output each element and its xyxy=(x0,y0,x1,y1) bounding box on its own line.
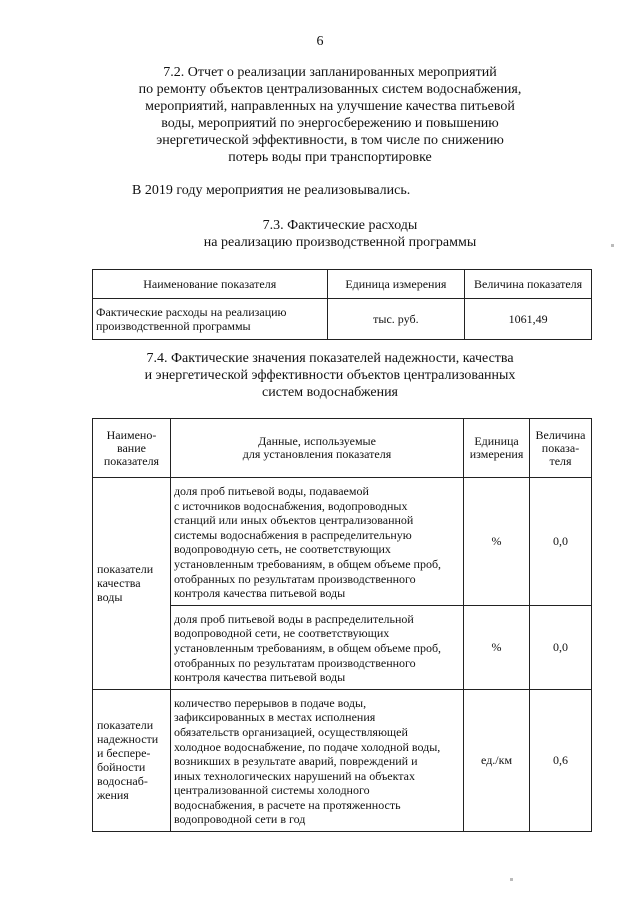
data-line: контроля качества питьевой воды xyxy=(173,586,346,601)
table-header-row xyxy=(93,419,592,478)
scan-speck xyxy=(510,878,513,881)
header-cell-value xyxy=(530,419,592,478)
header-line: Данные, используемые xyxy=(258,434,376,448)
table-row xyxy=(93,299,592,340)
group-line: бойности xyxy=(97,760,146,775)
header-line: показа- xyxy=(541,440,580,455)
data-cell xyxy=(170,478,463,606)
data-line: обязательств организацией, осуществляющей xyxy=(173,724,408,739)
data-line: установленным требованиям, в общем объеме проб, xyxy=(173,640,442,655)
group-line: жения xyxy=(97,788,129,803)
value-cell: 0,0 xyxy=(530,605,592,689)
data-line: доля проб питьевой воды в распределительной xyxy=(173,611,414,626)
data-line: централизованной системы холодного xyxy=(173,783,370,798)
table-header-row xyxy=(93,270,592,299)
header-line: вание xyxy=(116,440,146,455)
group-line: воды xyxy=(97,590,123,605)
data-line: количество перерывов в подаче воды, xyxy=(173,695,367,710)
value-cell: 0,0 xyxy=(530,478,592,606)
data-cell xyxy=(170,605,463,689)
title-line: на реализацию производственной программы xyxy=(203,235,477,250)
value-cell: 1061,49 xyxy=(465,299,592,340)
title-line: и энергетической эффективности объектов централизованных xyxy=(144,368,516,383)
value-cell: 0,6 xyxy=(530,689,592,831)
indicators-table xyxy=(92,418,592,832)
title-line: по ремонту объектов централизованных систем водоснабжения, xyxy=(138,82,522,97)
section-7-2-text: В 2019 году мероприятия не реализовывались. xyxy=(132,183,411,198)
section-7-4-title xyxy=(110,350,550,401)
header-line: для установления показателя xyxy=(242,447,392,461)
header-line: Единица xyxy=(474,434,519,448)
group-line: надежности xyxy=(97,732,159,747)
data-line: доля проб питьевой воды, подаваемой xyxy=(173,484,369,498)
header-line: Величина xyxy=(535,427,586,442)
title-line: энергетической эффективности, в том числе по снижению xyxy=(156,133,504,148)
data-line: водопроводную сеть, не соответствующих xyxy=(173,542,391,557)
data-line: водопроводной сети, не соответствующих xyxy=(173,626,390,641)
cell-line: производственной программы xyxy=(96,319,251,333)
group-line: и беспере- xyxy=(97,746,151,761)
data-line: водопроводной сети в год xyxy=(173,812,306,827)
data-line: системы водоснабжения в распределительную xyxy=(173,527,412,542)
data-cell xyxy=(170,689,463,831)
unit-cell: % xyxy=(464,605,530,689)
title-line: 7.2. Отчет о реализации запланированных мероприятий xyxy=(163,65,497,80)
header-line: измерения xyxy=(469,447,524,461)
group-line: показатели xyxy=(97,562,154,577)
unit-cell: ед./км xyxy=(464,689,530,831)
table-row xyxy=(93,689,592,831)
section-7-3-title xyxy=(140,217,540,251)
section-7-2-title xyxy=(110,64,550,166)
table-row xyxy=(93,478,592,606)
group-line: показатели xyxy=(97,718,154,733)
group-line: водоснаб- xyxy=(97,774,148,789)
data-line: зафиксированных в местах исполнения xyxy=(173,710,376,725)
title-line: 7.4. Фактические значения показателей надежности, качества xyxy=(146,351,514,366)
data-line: отобранных по результатам производственного xyxy=(173,571,416,586)
indicator-name-cell xyxy=(93,299,328,340)
title-line: мероприятий, направленных на улучшение качества питьевой xyxy=(145,99,515,114)
data-line: с источников водоснабжения, водопроводных xyxy=(173,498,408,513)
data-line: контроля качества питьевой воды xyxy=(173,670,346,685)
header-line: показателя xyxy=(103,453,160,468)
header-cell: Величина показателя xyxy=(465,270,592,299)
data-line: иных технологических нарушений на объектах xyxy=(173,768,415,783)
header-line: Наимено- xyxy=(106,427,157,442)
cell-line: Фактические расходы на реализацию xyxy=(96,305,287,319)
header-cell-name xyxy=(93,419,171,478)
title-line: систем водоснабжения xyxy=(261,385,398,400)
unit-cell: тыс. руб. xyxy=(327,299,465,340)
group-line: качества xyxy=(97,576,141,591)
data-line: холодное водоснабжение, по подаче холодной воды, xyxy=(173,739,441,754)
header-cell-unit xyxy=(464,419,530,478)
header-cell: Наименование показателя xyxy=(93,270,328,299)
data-line: водоснабжения, в расчете на протяженность xyxy=(173,797,401,812)
group-cell-reliability xyxy=(93,689,171,831)
data-line: возникших в результате аварий, повреждений и xyxy=(173,754,418,769)
page-number: 6 xyxy=(316,34,324,49)
title-line: воды, мероприятий по энергосбережению и повышению xyxy=(161,116,499,131)
title-line: 7.3. Фактические расходы xyxy=(262,218,418,233)
group-cell-water-quality xyxy=(93,478,171,690)
scan-speck xyxy=(611,244,614,247)
header-cell: Единица измерения xyxy=(327,270,465,299)
data-line: установленным требованиям, в общем объеме проб, xyxy=(173,556,442,571)
data-line: отобранных по результатам производственного xyxy=(173,655,416,670)
header-cell-data xyxy=(170,419,463,478)
title-line: потерь воды при транспортировке xyxy=(228,150,432,165)
expenses-table xyxy=(92,269,592,340)
unit-cell: % xyxy=(464,478,530,606)
header-line: теля xyxy=(549,453,572,468)
data-line: станций или иных объектов централизованной xyxy=(173,513,414,528)
